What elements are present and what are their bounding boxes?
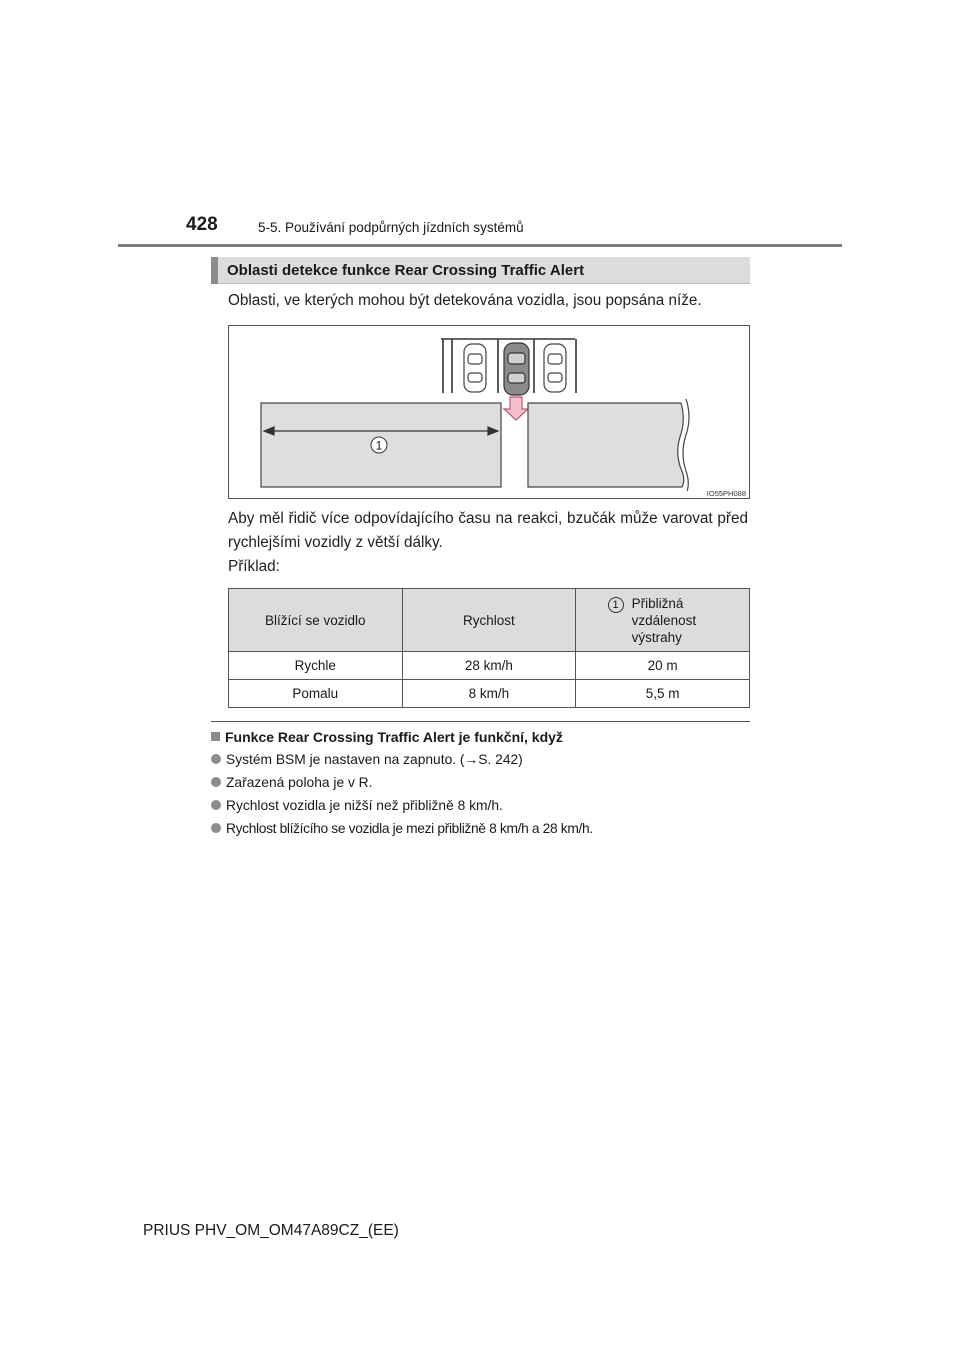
section-accent — [211, 257, 218, 284]
table-cell: Rychle — [229, 652, 403, 680]
table-cell: 8 km/h — [402, 680, 576, 708]
section-heading-bar — [211, 257, 750, 284]
table-cell: 5,5 m — [576, 680, 750, 708]
list-item-text: Systém BSM je nastaven na zapnuto. (→S. 242) — [226, 752, 523, 767]
bullet-icon — [211, 754, 221, 764]
list-item — [211, 797, 593, 820]
conditions-heading — [211, 729, 563, 745]
page-number: 428 — [186, 214, 218, 235]
list-item-text: Rychlost blížícího se vozidla je mezi přibližně 8 km/h a 28 km/h. — [226, 821, 593, 836]
table-cell: 28 km/h — [402, 652, 576, 680]
warning-distance-table — [228, 588, 750, 708]
chapter-title: 5-5. Používání podpůrných jízdních systémů — [258, 220, 524, 235]
bullet-icon — [211, 777, 221, 787]
own-vehicle-icon — [504, 343, 529, 395]
bullet-icon — [211, 823, 221, 833]
table-row — [229, 652, 750, 680]
table-cell: Pomalu — [229, 680, 403, 708]
header-vehicle: Blížící se vozidlo — [229, 589, 403, 652]
reaction-text: Aby měl řidič více odpovídajícího času na reakci, bzučák může varovat před rychlejšími vozidly z větší dálky. — [228, 510, 748, 551]
detection-area-illustration — [228, 325, 750, 499]
header-distance — [576, 589, 750, 652]
subsection-rule — [211, 721, 750, 722]
section-title: Oblasti detekce funkce Rear Crossing Traffic Alert — [227, 262, 585, 279]
header-rule — [118, 244, 842, 247]
parked-car-left-icon — [464, 344, 486, 392]
table-header-row — [229, 589, 750, 652]
intro-text: Oblasti, ve kterých mohou být detekována vozidla, jsou popsána níže. — [228, 292, 702, 309]
document-id: PRIUS PHV_OM_OM47A89CZ_(EE) — [143, 1222, 399, 1239]
distance-marker: 1 — [375, 438, 383, 453]
header-speed: Rychlost — [402, 589, 576, 652]
square-bullet-icon — [211, 732, 220, 741]
detection-zone-right — [528, 403, 684, 487]
list-item-text: Zařazená poloha je v R. — [226, 775, 373, 790]
distance-marker-badge: 1 — [608, 597, 624, 613]
bullet-icon — [211, 800, 221, 810]
conditions-list — [211, 751, 593, 843]
list-item — [211, 774, 593, 797]
conditions-heading-text: Funkce Rear Crossing Traffic Alert je funkční, když — [225, 729, 563, 745]
parked-car-right-icon — [544, 344, 566, 392]
table-cell: 20 m — [576, 652, 750, 680]
example-label: Příklad: — [228, 558, 280, 575]
list-item — [211, 820, 593, 843]
list-item-text: Rychlost vozidla je nižší než přibližně 8 km/h. — [226, 798, 503, 813]
list-item — [211, 751, 593, 774]
figure-code: IO55PH088 — [706, 489, 746, 498]
header-distance-label: Přibližná vzdálenost výstrahy — [631, 595, 697, 645]
table-row — [229, 680, 750, 708]
